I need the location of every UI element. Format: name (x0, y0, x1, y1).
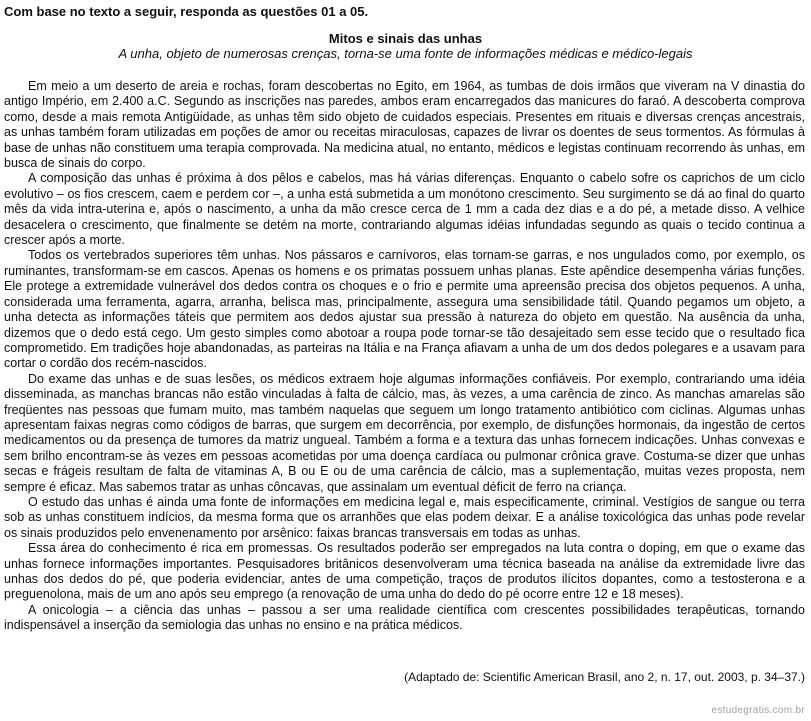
paragraph-6: Essa área do conhecimento é rica em promessas. Os resultados poderão ser empregados na luta contra o doping, em que o exame das unhas fornece informações importantes. Pesquisadores britânicos desenvolveram uma técnica baseada na análise da extremidade livre das unhas dos dedos do pé, que poderia evidenciar, antes de uma competição, traços de produtos ilícitos dopantes, como a testosterona e a preguenolona, mais de um ano após seu emprego (a renovação de uma unha do dedo do pé ocorre entre 12 e 18 meses). (4, 541, 805, 602)
article-subtitle: A unha, objeto de numerosas crenças, torna-se uma fonte de informações médicas e médico-legais (118, 46, 693, 61)
paragraph-4: Do exame das unhas e de suas lesões, os médicos extraem hoje algumas informações confiáveis. Por exemplo, contrariando uma idéia disseminada, as manchas brancas não estão vinculadas à falta de cálcio, mas, às vezes, a uma carência de zinco. As manchas amarelas são freqüentes nas pessoas que fumam muito, mas também naquelas que seguem um longo tratamento antibiótico com ciclinas. Algumas unhas apresentam faixas negras como códigos de barras, que surgem em decorrência, por exemplo, de disfunções hormonais, da ingestão de certos medicamentos ou da presença de tumores da matriz ungueal. Também a forma e a textura das unhas fornecem indicações. Unhas convexas e sem brilho encontram-se às vezes em pessoas acometidas por uma doença cardíaca ou pulmonar crônica grave. Costuma-se dizer que unhas secas e frágeis resultam de falta de vitaminas A, B ou E ou de uma carência de cálcio, mas a suplementação, muitas vezes proposta, nem sempre é eficaz. Mas sabemos tratar as unhas côncavas, que assinalam um eventual déficit de ferro na criança. (4, 371, 805, 494)
paragraph-3: Todos os vertebrados superiores têm unhas. Nos pássaros e carnívoros, elas tornam-se garras, e nos ungulados como, por exemplo, os ruminantes, transformam-se em cascos. Apenas os homens e os primatas possuem unhas planas. Este apêndice desempenha várias funções. Ele protege a extremidade vulnerável dos dedos contra os choques e o frio e permite uma apreensão precisa dos objetos pequenos. A unha, considerada uma ferramenta, agarra, arranha, belisca mas, principalmente, assegura uma sensibilidade tátil. Quando pegamos um objeto, a unha detecta as informações táteis que permitem aos dedos ajustar sua pressão à natureza do objeto em questão. Na ausência da unha, dizemos que o dedo está cego. Um gesto simples como abotoar a roupa pode tornar-se tão desajeitado sem esse tecido que o resultado fica comprometido. Em tradições hoje abandonadas, as parteiras na Itália e na França afiavam a unha de um dos dedos polegares e a usavam para cortar o cordão dos recém-nascidos. (4, 248, 805, 371)
paragraph-7: A onicologia – a ciência das unhas – passou a ser uma realidade científica com crescentes possibilidades terapêuticas, tornando indispensável a inserção da semiologia das unhas no ensino e na prática médicos. (4, 602, 805, 633)
paragraph-2: A composição das unhas é próxima à dos pêlos e cabelos, mas há várias diferenças. Enquanto o cabelo sofre os caprichos de um ciclo evolutivo – os fios crescem, caem e perdem cor –, a unha está submetida a um monótono crescimento. Seu surgimento se dá ao final do quarto mês da vida intra-uterina e, após o nascimento, a unha da mão cresce cerca de 1 mm a cada dez dias e a do pé, a metade disso. A velhice desacelera o crescimento, que finalmente se detém na morte, contrariando algumas idéias infundadas segundo as quais o tecido continua a crescer após a morte. (4, 171, 805, 248)
source-citation: (Adaptado de: Scientific American Brasil, ano 2, n. 17, out. 2003, p. 34–37.) (404, 670, 805, 684)
article-title: Mitos e sinais das unhas (328, 31, 483, 46)
instruction-header: Com base no texto a seguir, responda as questões 01 a 05. (4, 4, 369, 19)
paragraph-5: O estudo das unhas é ainda uma fonte de informações em medicina legal e, mais especificamente, criminal. Vestígios de sangue ou terra sob as unhas constituem indícios, da mesma forma que os arranhões que elas podem deixar. E a análise toxicológica das unhas pode revelar os sinais produzidos pelo envenenamento por arsênico: faixas brancas transversais em todas as unhas. (4, 494, 805, 540)
article-body (4, 79, 805, 634)
paragraph-1: Em meio a um deserto de areia e rochas, foram descobertas no Egito, em 1964, as tumbas de dois irmãos que viveram na V dinastia do antigo Império, em 2.400 a.C. Segundo as inscrições nas paredes, ambos eram encarregados das manicures do faraó. A descoberta comprova como, desde a mais remota Antigüidade, as unhas têm sido objeto de cuidados especiais. Presentes em rituais e diversas crenças ancestrais, as unhas também foram utilizadas em poções de amor ou receitas miraculosas, capazes de livrar os doentes de seus tormentos. As fórmulas à base de unhas não constituem uma terapia comprovada. Na medicina atual, no entanto, médicos e legistas continuam recorrendo às unhas, em busca de sinais do corpo. (4, 79, 805, 171)
site-watermark: estudegratis.com.br (711, 705, 805, 716)
